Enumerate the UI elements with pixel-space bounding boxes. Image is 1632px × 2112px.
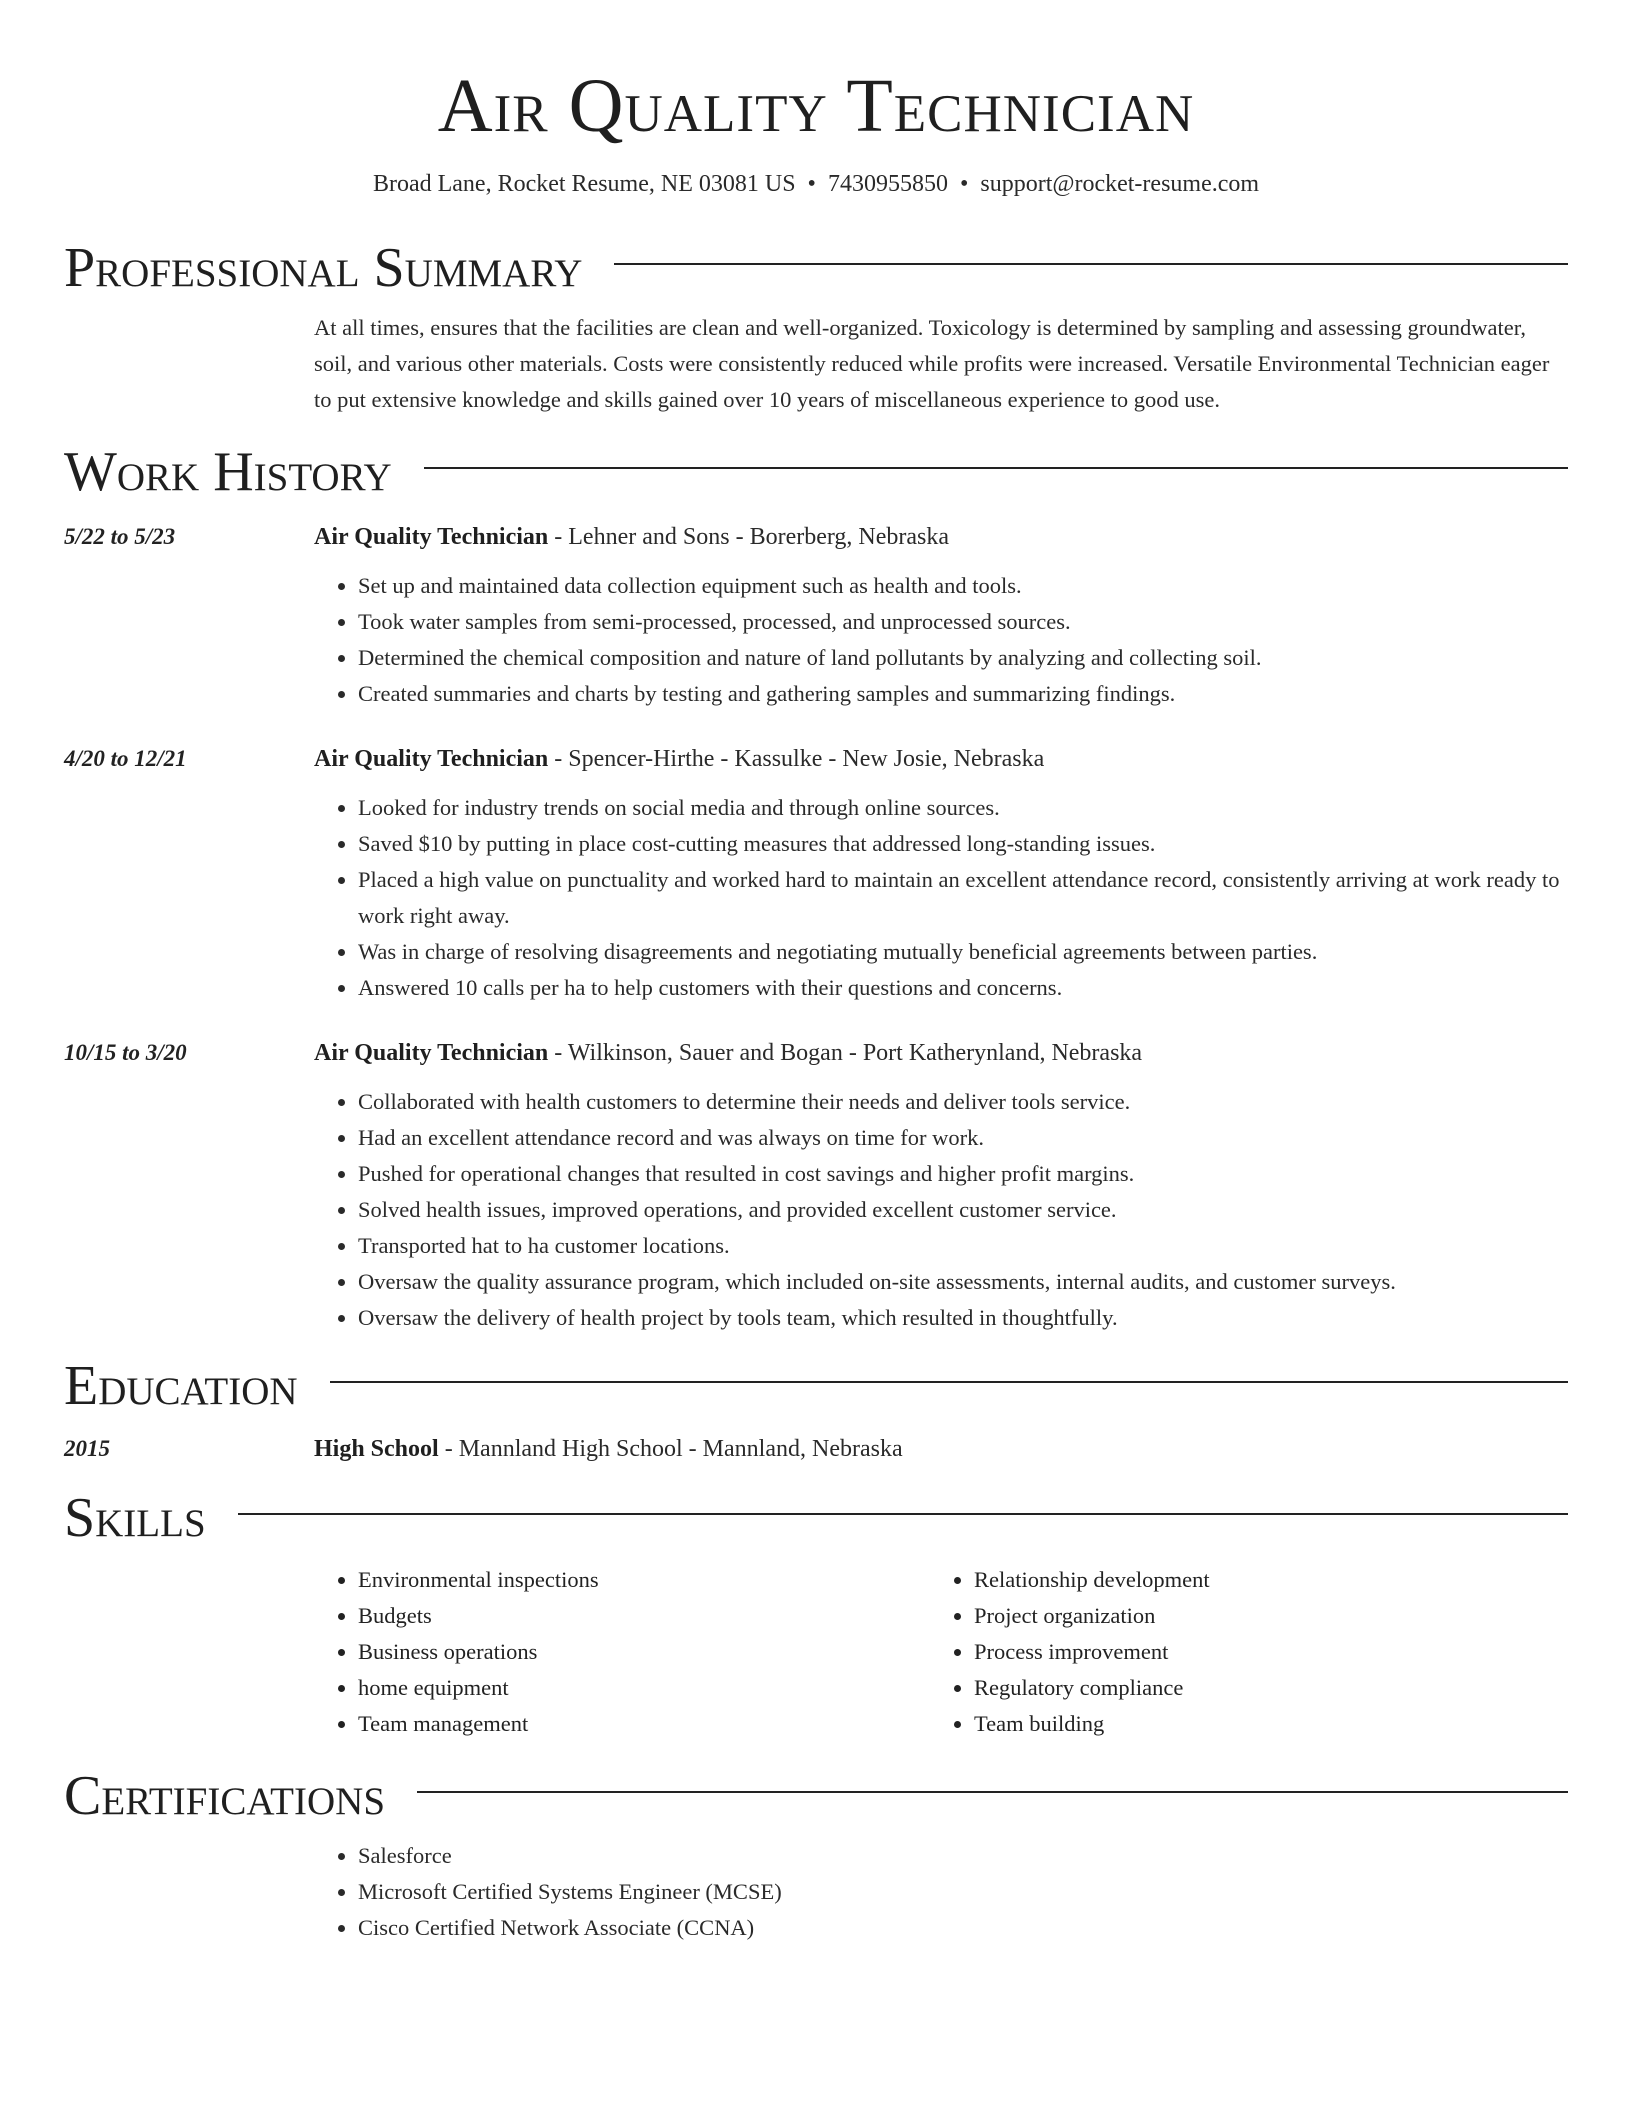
certifications-list [314,1838,1568,1946]
separator-dot: • [807,171,816,197]
list-item: • Salesforce [358,1838,1568,1874]
job-bullets [314,1084,1568,1336]
job-bullets [314,790,1568,1006]
list-item: • Created summaries and charts by testing and gathering samples and summarizing findings. [358,676,1568,712]
list-item: • Oversaw the delivery of health project by tools team, which resulted in thoughtfully. [358,1300,1568,1336]
job-role: Air Quality Technician [314,1040,549,1066]
job-dates: 4/20 to 12/21 [64,746,187,771]
list-item: • home equipment [358,1670,930,1706]
skills-column-right [930,1562,1546,1742]
education-line [314,1432,903,1466]
job-details: - Spencer-Hirthe - Kassulke - New Josie, Nebraska [548,746,1045,772]
section-title: Work History [64,441,392,503]
education-degree: High School [314,1436,439,1462]
job-title-line [314,742,1044,776]
section-divider [330,1381,1568,1383]
list-item: • Pushed for operational changes that resulted in cost savings and higher profit margins. [358,1156,1568,1192]
list-item: • Saved $10 by putting in place cost-cutting measures that addressed long-standing issues. [358,826,1568,862]
job-entry [64,1036,1568,1336]
job-details: - Wilkinson, Sauer and Bogan - Port Katherynland, Nebraska [548,1040,1143,1066]
list-item: • Determined the chemical composition and nature of land pollutants by analyzing and collecting soil. [358,640,1568,676]
job-entry [64,742,1568,1006]
list-item: • Took water samples from semi-processed, processed, and unprocessed sources. [358,604,1568,640]
section-title: Education [64,1355,298,1417]
job-role: Air Quality Technician [314,524,549,550]
list-item: • Looked for industry trends on social media and through online sources. [358,790,1568,826]
list-item: • Microsoft Certified Systems Engineer (MCSE) [358,1874,1568,1910]
resume-name: Air Quality Technician [437,64,1195,148]
list-item: • Was in charge of resolving disagreements and negotiating mutually beneficial agreements between parties. [358,934,1568,970]
work-section-heading [64,440,1568,504]
education-entry [64,1432,1568,1466]
job-bullets [314,568,1568,712]
list-item: • Set up and maintained data collection equipment such as health and tools. [358,568,1568,604]
list-item: • Relationship development [974,1562,1546,1598]
list-item: • Transported hat to ha customer locations. [358,1228,1568,1264]
list-item: • Cisco Certified Network Associate (CCNA) [358,1910,1568,1946]
job-title-line [314,1036,1142,1070]
education-details: - Mannland High School - Mannland, Nebraska [438,1436,903,1462]
contact-line [64,168,1568,200]
list-item: • Collaborated with health customers to determine their needs and deliver tools service. [358,1084,1568,1120]
skills-column-left [314,1562,930,1742]
job-dates: 10/15 to 3/20 [64,1040,187,1065]
job-role: Air Quality Technician [314,746,549,772]
address: Broad Lane, Rocket Resume, NE 03081 US [372,171,796,197]
summary-section-heading [64,236,1568,300]
separator-dot: • [959,171,969,197]
list-item: • Oversaw the quality assurance program, which included on-site assessments, internal audits, and customer surveys. [358,1264,1568,1300]
list-item: • Placed a high value on punctuality and worked hard to maintain an excellent attendance record, consistently arriving at work ready to work right away. [358,862,1568,934]
list-item: • Budgets [358,1598,930,1634]
phone: 7430955850 [827,171,948,197]
summary-text: At all times, ensures that the facilities are clean and well-organized. Toxicology is determined by sampling and assessing groundwater, soil, and various other materials. Costs were consistently reduced while profits were increased. Versatile Environmental Technician eager to put extensive knowledge and skills gained over 10 years of miscellaneous experience to good use. [314,315,1550,412]
job-entry [64,520,1568,712]
list-item: • Team building [974,1706,1546,1742]
job-details: - Lehner and Sons - Borerberg, Nebraska [548,524,950,550]
email: support@rocket-resume.com [980,171,1260,197]
education-section-heading [64,1354,1568,1418]
list-item: • Regulatory compliance [974,1670,1546,1706]
list-item: • Environmental inspections [358,1562,930,1598]
list-item: • Had an excellent attendance record and was always on time for work. [358,1120,1568,1156]
list-item: • Project organization [974,1598,1546,1634]
section-title: Skills [64,1487,206,1549]
list-item: • Solved health issues, improved operations, and provided excellent customer service. [358,1192,1568,1228]
section-divider [614,263,1568,265]
list-item: • Team management [358,1706,930,1742]
skills-list [314,1562,1568,1742]
section-title: Professional Summary [64,237,583,299]
job-dates: 5/22 to 5/23 [64,524,176,549]
list-item: • Business operations [358,1634,930,1670]
job-title-line [314,520,949,554]
skills-section-heading [64,1486,1568,1550]
section-divider [417,1791,1568,1793]
resume-page [64,0,1568,1946]
section-divider [238,1513,1568,1515]
section-divider [424,467,1568,469]
education-year: 2015 [64,1436,110,1461]
section-title: Certifications [64,1765,386,1827]
certifications-section-heading [64,1764,1568,1828]
list-item: • Process improvement [974,1634,1546,1670]
list-item: • Answered 10 calls per ha to help customers with their questions and concerns. [358,970,1568,1006]
